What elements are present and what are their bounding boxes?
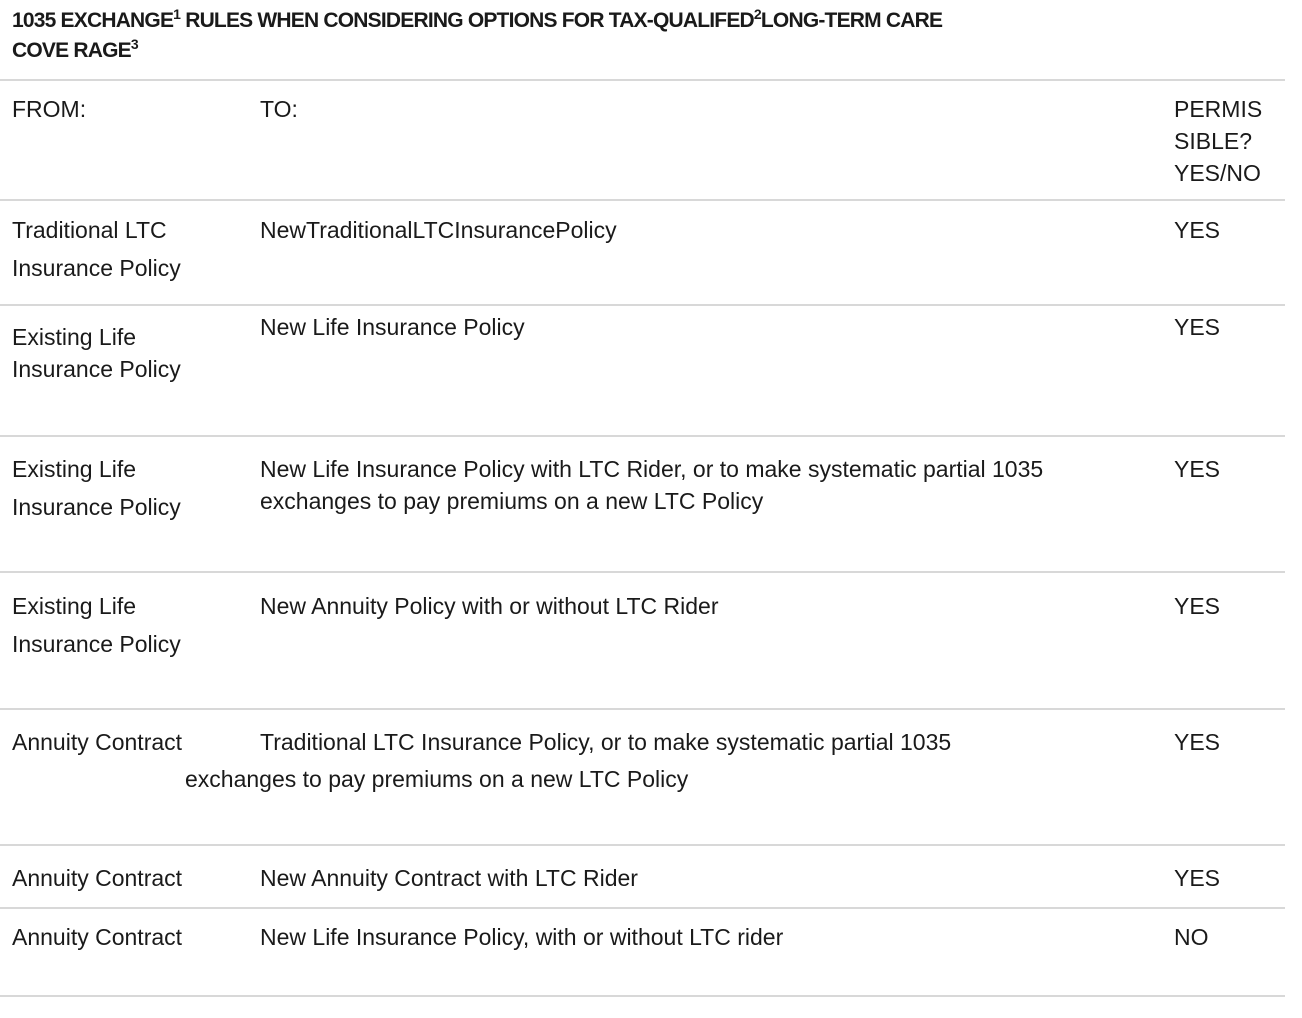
row-to: New Annuity Contract with LTC Rider (260, 865, 638, 891)
row-divider (0, 907, 1285, 909)
title-text-3: LONG-TERM CARE (760, 9, 943, 32)
row-to-continued: exchanges to pay premiums on a new LTC Policy (185, 766, 689, 792)
title-text-4: COVE RAGE (12, 39, 131, 62)
row-permissible: YES (1174, 314, 1221, 340)
row-from: Annuity Contract (12, 729, 183, 755)
table-top-divider (0, 79, 1285, 81)
row-permissible: YES (1174, 217, 1221, 243)
document-title (12, 6, 1012, 66)
row-from: Existing Life Insurance Policy (12, 324, 181, 382)
row-from: Existing Life Insurance Policy (12, 593, 181, 657)
header-from: FROM: (12, 96, 87, 122)
footnote-ref-3: 3 (130, 36, 138, 52)
footnote-ref-2: 2 (753, 6, 761, 22)
row-permissible: NO (1174, 924, 1209, 950)
row-to: New Annuity Policy with or without LTC Rider (260, 593, 719, 619)
row-from: Annuity Contract (12, 865, 183, 891)
row-divider (0, 708, 1285, 710)
table-bottom-divider (0, 995, 1285, 997)
header-permissible: PERMIS SIBLE? YES/NO (1174, 96, 1263, 186)
title-text-2: RULES WHEN CONSIDERING OPTIONS FOR TAX-QUALIFED (180, 9, 754, 32)
row-to: Traditional LTC Insurance Policy, or to make systematic partial 1035 (260, 729, 952, 755)
title-text-1: 1035 EXCHANGE (12, 9, 174, 32)
row-to: New Life Insurance Policy, with or without LTC rider (260, 924, 784, 950)
row-to: NewTraditionalLTCInsurancePolicy (260, 217, 617, 243)
row-divider (0, 571, 1285, 573)
row-from: Traditional LTC Insurance Policy (12, 217, 181, 281)
row-to: New Life Insurance Policy (260, 314, 525, 340)
row-from: Existing Life Insurance Policy (12, 456, 181, 520)
row-divider (0, 304, 1285, 306)
header-to: TO: (260, 96, 298, 122)
row-permissible: YES (1174, 593, 1221, 619)
row-divider (0, 199, 1285, 201)
row-permissible: YES (1174, 456, 1221, 482)
row-from: Annuity Contract (12, 924, 183, 950)
row-divider (0, 844, 1285, 846)
row-permissible: YES (1174, 729, 1221, 755)
row-permissible: YES (1174, 865, 1221, 891)
row-to: New Life Insurance Policy with LTC Rider, or to make systematic partial 1035 exchanges to pay premiums on a new LTC Policy (260, 456, 1044, 514)
footnote-ref-1: 1 (173, 6, 181, 22)
row-divider (0, 435, 1285, 437)
